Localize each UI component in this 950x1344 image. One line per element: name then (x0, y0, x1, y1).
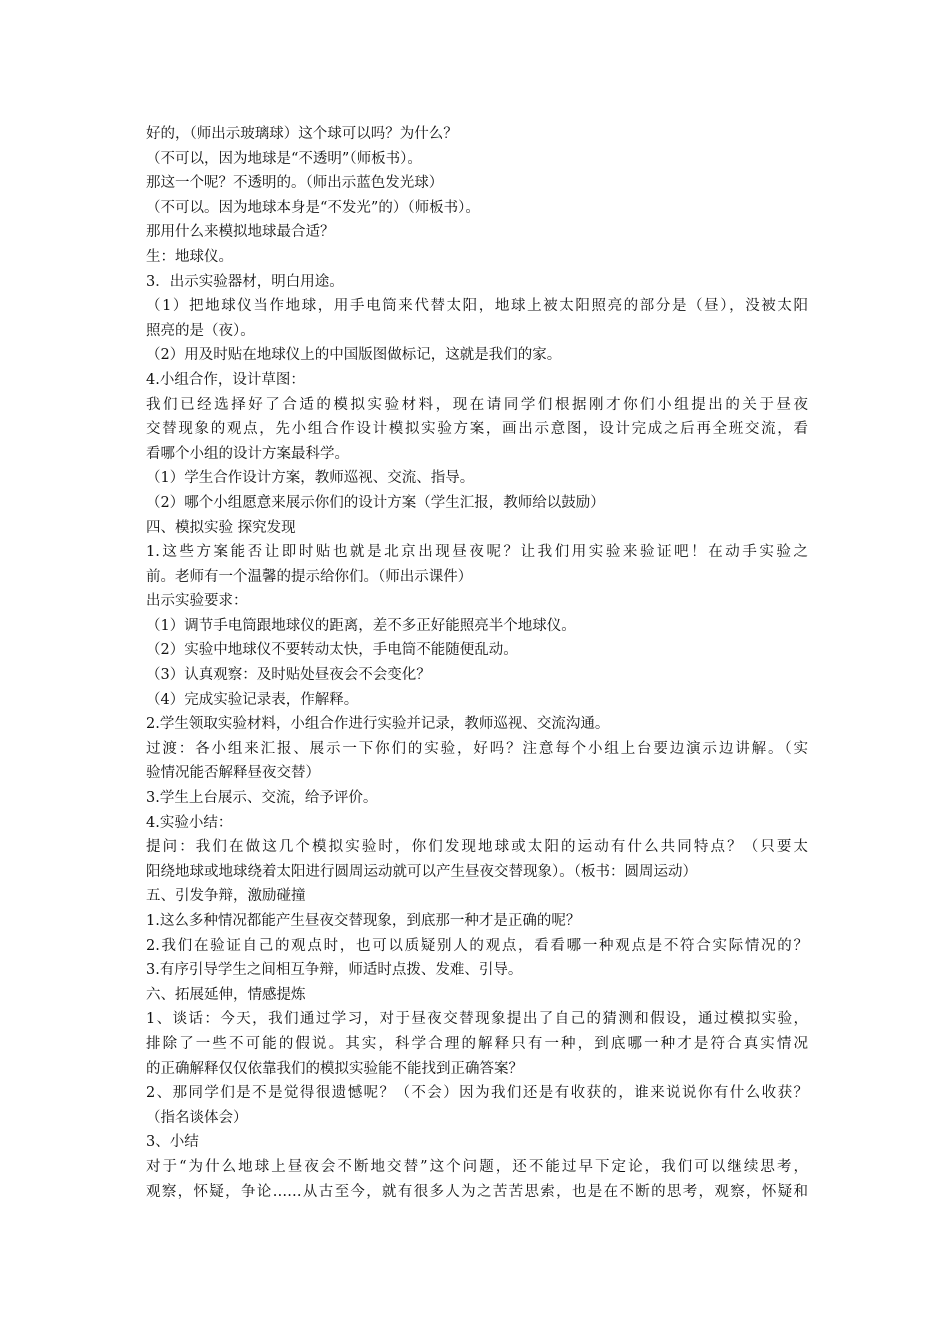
text-line: （2）实验中地球仪不要转动太快，手电筒不能随便乱动。 (146, 642, 518, 659)
text-line: 观察，怀疑，争论……从古至今，就有很多人为之苦苦思索，也是在不断的思考，观察，怀疑和 (146, 1183, 808, 1200)
text-line: （3）认真观察：及时贴处昼夜会不会变化？ (146, 667, 431, 684)
text-line: （1）调节手电筒跟地球仪的距离，差不多正好能照亮半个地球仪。 (146, 617, 576, 634)
text-line: 六、拓展延伸，情感提炼 (146, 986, 306, 1003)
text-line: 验情况能否解释昼夜交替） (146, 765, 320, 782)
text-line: 1.这么多种情况都能产生昼夜交替现象，到底那一种才是正确的呢？ (146, 913, 581, 929)
text-line: 照亮的是（夜）。 (146, 322, 255, 339)
text-line: 提问：我们在做这几个模拟实验时，你们发现地球或太阳的运动有什么共同特点？（只要太 (146, 839, 808, 856)
text-line: 五、引发争辩，激励碰撞 (146, 888, 306, 905)
text-line: 四、模拟实验 探究发现 (146, 519, 296, 536)
text-line: 3.有序引导学生之间相互争辩，师适时点拨、发难、引导。 (146, 962, 523, 979)
text-line: 1.这些方案能否让即时贴也就是北京出现昼夜呢？让我们用实验来验证吧！在动手实验之 (146, 544, 808, 561)
text-line: 4.小组合作，设计草图： (146, 371, 305, 388)
text-line: （指名谈体会） (146, 1109, 248, 1126)
text-line: 2.学生领取实验材料，小组合作进行实验并记录，教师巡视、交流沟通。 (146, 716, 610, 733)
text-line: （不可以。因为地球本身是“不发光”的）（师板书）。 (146, 199, 480, 216)
text-line: 对于“为什么地球上昼夜会不断地交替”这个问题，还不能过早下定论，我们可以继续思考， (146, 1158, 808, 1175)
document-body (146, 122, 808, 1204)
text-line: （2）哪个小组愿意来展示你们的设计方案（学生汇报，教师给以鼓励） (146, 494, 605, 511)
text-line: 1、谈话：今天，我们通过学习，对于昼夜交替现象提出了自己的猜测和假设，通过模拟实验， (146, 1011, 808, 1028)
text-line: 生：地球仪。 (146, 248, 233, 265)
text-line: （1）把地球仪当作地球，用手电筒来代替太阳，地球上被太阳照亮的部分是（昼），没被太阳 (146, 298, 808, 315)
text-line: 前。老师有一个温馨的提示给你们。（师出示课件） (146, 568, 473, 585)
text-line: 好的，（师出示玻璃球）这个球可以吗？为什么？ (146, 126, 458, 142)
text-line: （4）完成实验记录表，作解释。 (146, 691, 359, 708)
text-line: 我们已经选择好了合适的模拟实验材料，现在请同学们根据刚才你们小组提出的关于昼夜 (146, 396, 808, 413)
text-line: 3.学生上台展示、交流，给予评价。 (146, 790, 378, 807)
text-line: （1）学生合作设计方案，教师巡视、交流、指导。 (146, 470, 475, 487)
text-line: （不可以，因为地球是“不透明”（师板书）。 (146, 150, 422, 167)
text-line: 过渡：各小组来汇报、展示一下你们的实验，好吗？注意每个小组上台要边演示边讲解。（实 (146, 740, 808, 757)
text-line: 3．出示实验器材，明白用途。 (146, 273, 344, 290)
text-line: 那用什么来模拟地球最合适？ (146, 224, 335, 241)
text-line: 3、小结 (146, 1134, 199, 1151)
text-line: 的正确解释仅仅依靠我们的模拟实验能不能找到正确答案？ (146, 1060, 523, 1077)
text-line: 2.我们在验证自己的观点时，也可以质疑别人的观点，看看哪一种观点是不符合实际情况的？ (146, 937, 808, 954)
text-line: （2）用及时贴在地球仪上的中国版图做标记，这就是我们的家。 (146, 347, 562, 364)
text-line: 交替现象的观点，先小组合作设计模拟实验方案，画出示意图，设计完成之后再全班交流，看 (146, 421, 808, 438)
text-line: 4.实验小结： (146, 814, 233, 831)
text-line: 阳绕地球或地球绕着太阳进行圆周运动就可以产生昼夜交替现象）。（板书：圆周运动） (146, 863, 697, 880)
text-line: 2、那同学们是不是觉得很遗憾呢？（不会）因为我们还是有收获的，谁来说说你有什么收获？ (146, 1085, 808, 1102)
text-line: 排除了一些不可能的假说。其实，科学合理的解释只有一种，到底哪一种才是符合真实情况 (146, 1035, 808, 1052)
text-line: 出示实验要求： (146, 593, 248, 610)
text-line: 那这一个呢？不透明的。（师出示蓝色发光球） (146, 175, 444, 192)
text-line: 看哪个小组的设计方案最科学。 (146, 445, 349, 462)
